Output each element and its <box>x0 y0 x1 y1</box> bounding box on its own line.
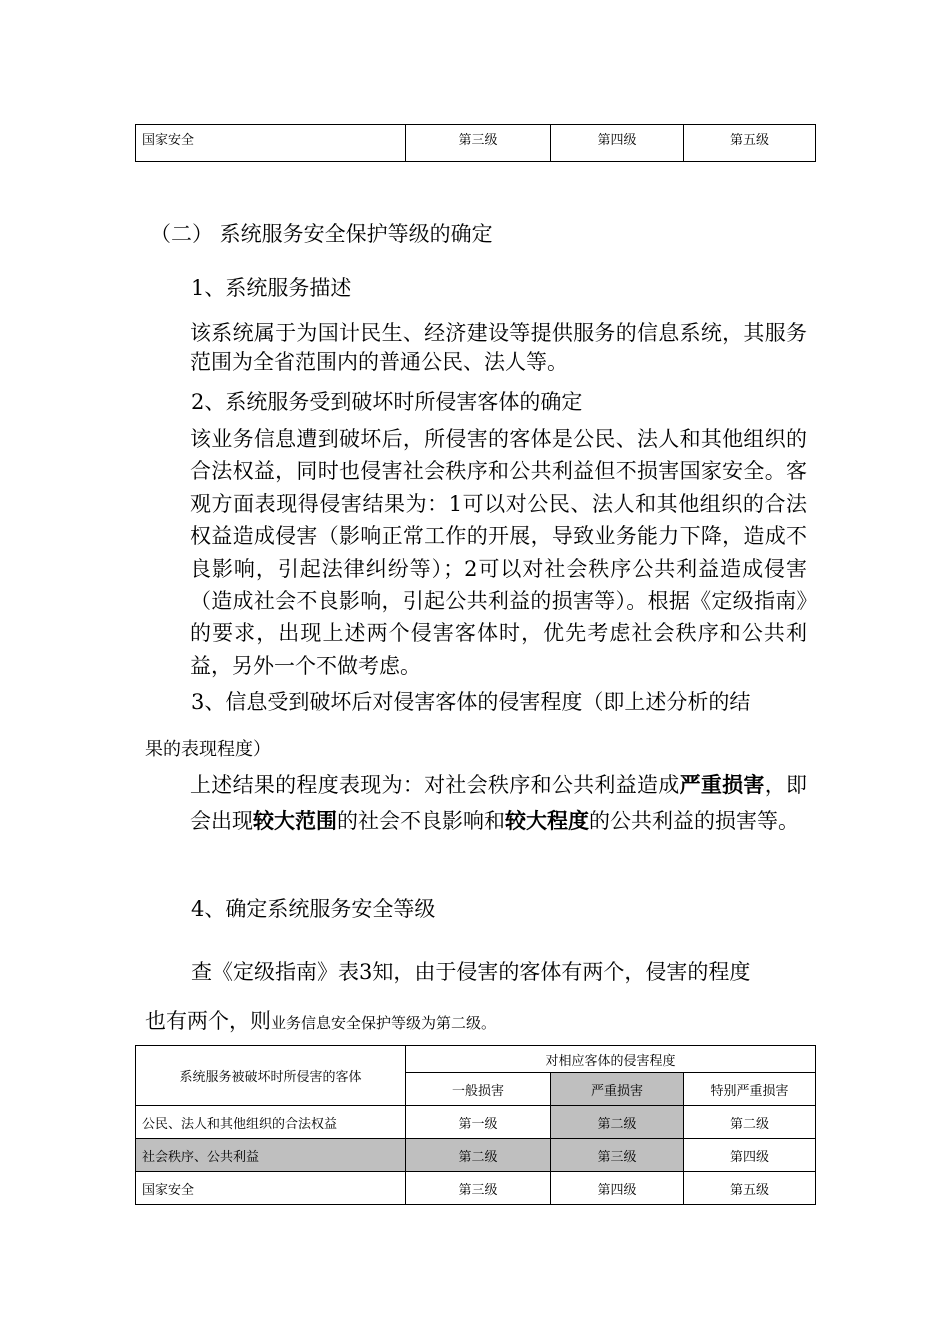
item3-heading-line1: 3、信息受到破坏后对侵害客体的侵害程度（即上述分析的结 <box>191 690 751 714</box>
table-header-row <box>136 1046 816 1073</box>
text-run: 业务信息安全保护等级为第二级。 <box>271 1014 497 1032</box>
object-header: 系统服务被破坏时所侵害的客体 <box>136 1046 406 1106</box>
level-cell: 第二级 <box>684 1106 816 1139</box>
emphasis-text: 严重损害 <box>679 772 765 797</box>
top-level-table <box>135 124 816 162</box>
table-row <box>136 1106 816 1139</box>
degree-header: 对相应客体的侵害程度 <box>406 1046 816 1073</box>
object-cell: 公民、法人和其他组织的合法权益 <box>136 1106 406 1139</box>
table-row <box>136 1172 816 1205</box>
text-run: 上述结果的程度表现为：对社会秩序和公共利益造成 <box>190 773 680 797</box>
text-run: ，即会出现 <box>190 773 808 833</box>
emphasis-text: 较大范围 <box>253 808 337 833</box>
table-cell: 国家安全 <box>136 125 406 162</box>
level-cell: 第四级 <box>684 1139 816 1172</box>
item2-paragraph: 该业务信息遭到破坏后，所侵害的客体是公民、法人和其他组织的合法权益，同时也侵害社会秩序和公共利益但不损害国家安全。客观方面表现得侵害结果为：1可以对公民、法人和其他组织的合法权益造成侵害（影响正常工作的开展，导致业务能力下降，造成不良影响，引起法律纠纷等）；2可以对社会秩序公共利益造成侵害（造成社会不良影响，引起公共利益的损害等）。根据《定级指南》的要求，出现上述两个侵害客体时，优先考虑社会秩序和公共利益，另外一个不做考虑。 <box>190 427 807 678</box>
item4-heading: 4、确定系统服务安全等级 <box>191 897 436 921</box>
item1-heading: 1、系统服务描述 <box>191 276 352 300</box>
level-cell: 第一级 <box>406 1106 551 1139</box>
object-cell: 国家安全 <box>136 1172 406 1205</box>
item3-heading-line2: 果的表现程度） <box>145 739 271 760</box>
level-cell: 第四级 <box>551 1172 684 1205</box>
emphasis-text: 较大程度 <box>505 808 589 833</box>
text-run: 的公共利益的损害等。 <box>589 809 799 833</box>
item3-paragraph <box>145 767 807 839</box>
level-cell: 第二级 <box>551 1106 684 1139</box>
item1-paragraph: 该系统属于为国计民生、经济建设等提供服务的信息系统，其服务范围为全省范围内的普通公民、法人等。 <box>190 321 807 374</box>
level-cell: 第五级 <box>684 1172 816 1205</box>
degree-column-header: 严重损害 <box>551 1073 684 1106</box>
level-cell: 第二级 <box>406 1139 551 1172</box>
degree-column-header: 一般损害 <box>406 1073 551 1106</box>
section-heading: （二） 系统服务安全保护等级的确定 <box>150 222 493 246</box>
level-table <box>135 1045 816 1205</box>
table-cell: 第五级 <box>684 125 816 162</box>
table-cell: 第三级 <box>406 125 551 162</box>
text-run: 也有两个，则 <box>145 1009 271 1033</box>
table-cell: 第四级 <box>551 125 684 162</box>
table-row <box>136 125 816 162</box>
table-row <box>136 1139 816 1172</box>
item2-heading: 2、系统服务受到破坏时所侵害客体的确定 <box>191 390 583 414</box>
text-run: 的社会不良影响和 <box>337 809 505 833</box>
item4-line2 <box>145 1005 807 1035</box>
level-cell: 第三级 <box>406 1172 551 1205</box>
item4-line1: 查《定级指南》表3知，由于侵害的客体有两个，侵害的程度 <box>191 960 751 984</box>
degree-column-header: 特别严重损害 <box>684 1073 816 1106</box>
object-cell: 社会秩序、公共利益 <box>136 1139 406 1172</box>
level-cell: 第三级 <box>551 1139 684 1172</box>
